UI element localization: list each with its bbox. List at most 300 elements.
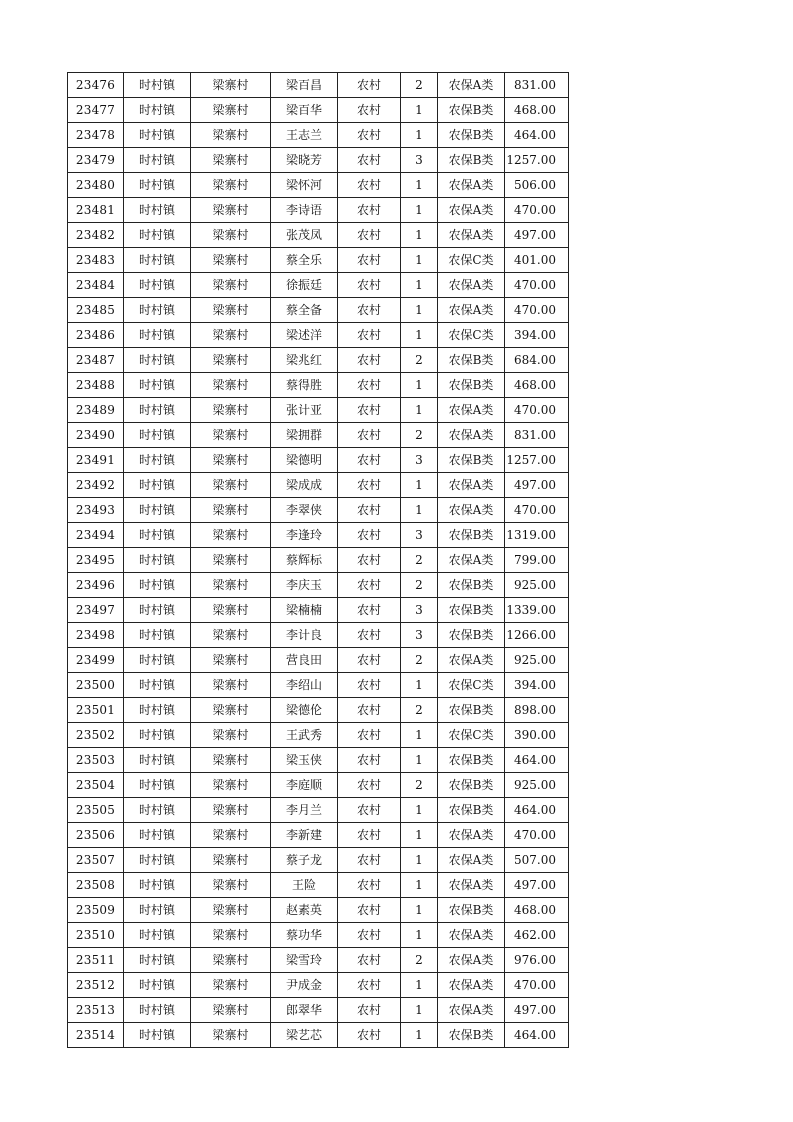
table-row <box>68 973 569 998</box>
member-count-cell: 1 <box>401 223 438 248</box>
person-name-cell: 梁百昌 <box>271 73 338 98</box>
town-cell: 时村镇 <box>124 948 191 973</box>
household-type-cell: 农村 <box>338 198 401 223</box>
member-count-cell: 2 <box>401 648 438 673</box>
record-id-cell: 23479 <box>68 148 124 173</box>
amount-cell: 684.00 <box>505 348 569 373</box>
insurance-class-cell: 农保C类 <box>438 248 505 273</box>
person-name-cell: 王武秀 <box>271 723 338 748</box>
amount-cell: 1257.00 <box>505 148 569 173</box>
record-id-cell: 23513 <box>68 998 124 1023</box>
town-cell: 时村镇 <box>124 898 191 923</box>
record-id-cell: 23492 <box>68 473 124 498</box>
town-cell: 时村镇 <box>124 848 191 873</box>
amount-cell: 497.00 <box>505 998 569 1023</box>
amount-cell: 394.00 <box>505 323 569 348</box>
member-count-cell: 2 <box>401 573 438 598</box>
insurance-class-cell: 农保A类 <box>438 273 505 298</box>
amount-cell: 401.00 <box>505 248 569 273</box>
household-type-cell: 农村 <box>338 223 401 248</box>
table-row <box>68 223 569 248</box>
record-id-cell: 23510 <box>68 923 124 948</box>
amount-cell: 925.00 <box>505 773 569 798</box>
insurance-class-cell: 农保B类 <box>438 148 505 173</box>
record-id-cell: 23493 <box>68 498 124 523</box>
member-count-cell: 1 <box>401 823 438 848</box>
table-row <box>68 298 569 323</box>
person-name-cell: 李庆玉 <box>271 573 338 598</box>
insurance-class-cell: 农保A类 <box>438 423 505 448</box>
household-type-cell: 农村 <box>338 423 401 448</box>
household-type-cell: 农村 <box>338 948 401 973</box>
town-cell: 时村镇 <box>124 498 191 523</box>
village-cell: 梁寨村 <box>191 248 271 273</box>
village-cell: 梁寨村 <box>191 198 271 223</box>
town-cell: 时村镇 <box>124 348 191 373</box>
amount-cell: 497.00 <box>505 873 569 898</box>
insurance-class-cell: 农保B类 <box>438 598 505 623</box>
person-name-cell: 李月兰 <box>271 798 338 823</box>
person-name-cell: 王险 <box>271 873 338 898</box>
insurance-class-cell: 农保A类 <box>438 73 505 98</box>
insurance-class-cell: 农保C类 <box>438 723 505 748</box>
village-cell: 梁寨村 <box>191 773 271 798</box>
record-id-cell: 23484 <box>68 273 124 298</box>
household-type-cell: 农村 <box>338 698 401 723</box>
member-count-cell: 1 <box>401 298 438 323</box>
member-count-cell: 1 <box>401 973 438 998</box>
member-count-cell: 1 <box>401 398 438 423</box>
person-name-cell: 尹成金 <box>271 973 338 998</box>
member-count-cell: 1 <box>401 498 438 523</box>
village-cell: 梁寨村 <box>191 573 271 598</box>
subsidy-table <box>67 72 569 1048</box>
insurance-class-cell: 农保A类 <box>438 648 505 673</box>
village-cell: 梁寨村 <box>191 348 271 373</box>
town-cell: 时村镇 <box>124 998 191 1023</box>
household-type-cell: 农村 <box>338 348 401 373</box>
member-count-cell: 1 <box>401 1023 438 1048</box>
village-cell: 梁寨村 <box>191 498 271 523</box>
insurance-class-cell: 农保A类 <box>438 223 505 248</box>
amount-cell: 799.00 <box>505 548 569 573</box>
table-row <box>68 473 569 498</box>
village-cell: 梁寨村 <box>191 73 271 98</box>
town-cell: 时村镇 <box>124 198 191 223</box>
village-cell: 梁寨村 <box>191 473 271 498</box>
town-cell: 时村镇 <box>124 448 191 473</box>
town-cell: 时村镇 <box>124 98 191 123</box>
town-cell: 时村镇 <box>124 398 191 423</box>
village-cell: 梁寨村 <box>191 948 271 973</box>
table-row <box>68 73 569 98</box>
household-type-cell: 农村 <box>338 723 401 748</box>
household-type-cell: 农村 <box>338 748 401 773</box>
insurance-class-cell: 农保A类 <box>438 848 505 873</box>
household-type-cell: 农村 <box>338 598 401 623</box>
amount-cell: 470.00 <box>505 973 569 998</box>
town-cell: 时村镇 <box>124 573 191 598</box>
member-count-cell: 1 <box>401 898 438 923</box>
record-id-cell: 23501 <box>68 698 124 723</box>
insurance-class-cell: 农保A类 <box>438 398 505 423</box>
town-cell: 时村镇 <box>124 523 191 548</box>
table-row <box>68 648 569 673</box>
person-name-cell: 梁德明 <box>271 448 338 473</box>
village-cell: 梁寨村 <box>191 923 271 948</box>
table-row <box>68 873 569 898</box>
village-cell: 梁寨村 <box>191 548 271 573</box>
person-name-cell: 张计亚 <box>271 398 338 423</box>
person-name-cell: 李绍山 <box>271 673 338 698</box>
amount-cell: 470.00 <box>505 498 569 523</box>
amount-cell: 470.00 <box>505 198 569 223</box>
village-cell: 梁寨村 <box>191 623 271 648</box>
village-cell: 梁寨村 <box>191 523 271 548</box>
insurance-class-cell: 农保A类 <box>438 973 505 998</box>
record-id-cell: 23498 <box>68 623 124 648</box>
record-id-cell: 23502 <box>68 723 124 748</box>
household-type-cell: 农村 <box>338 373 401 398</box>
table-row <box>68 748 569 773</box>
member-count-cell: 1 <box>401 848 438 873</box>
member-count-cell: 3 <box>401 623 438 648</box>
record-id-cell: 23491 <box>68 448 124 473</box>
table-row <box>68 173 569 198</box>
village-cell: 梁寨村 <box>191 673 271 698</box>
table-row <box>68 923 569 948</box>
record-id-cell: 23504 <box>68 773 124 798</box>
table-row <box>68 498 569 523</box>
record-id-cell: 23514 <box>68 1023 124 1048</box>
member-count-cell: 1 <box>401 798 438 823</box>
member-count-cell: 3 <box>401 148 438 173</box>
town-cell: 时村镇 <box>124 1023 191 1048</box>
insurance-class-cell: 农保A类 <box>438 823 505 848</box>
table-row <box>68 948 569 973</box>
amount-cell: 468.00 <box>505 98 569 123</box>
table-row <box>68 123 569 148</box>
record-id-cell: 23511 <box>68 948 124 973</box>
record-id-cell: 23497 <box>68 598 124 623</box>
household-type-cell: 农村 <box>338 773 401 798</box>
record-id-cell: 23482 <box>68 223 124 248</box>
person-name-cell: 蔡全备 <box>271 298 338 323</box>
person-name-cell: 梁拥群 <box>271 423 338 448</box>
amount-cell: 506.00 <box>505 173 569 198</box>
village-cell: 梁寨村 <box>191 848 271 873</box>
village-cell: 梁寨村 <box>191 448 271 473</box>
amount-cell: 470.00 <box>505 398 569 423</box>
record-id-cell: 23508 <box>68 873 124 898</box>
insurance-class-cell: 农保B类 <box>438 623 505 648</box>
table-row <box>68 773 569 798</box>
table-row <box>68 823 569 848</box>
record-id-cell: 23477 <box>68 98 124 123</box>
town-cell: 时村镇 <box>124 673 191 698</box>
town-cell: 时村镇 <box>124 923 191 948</box>
insurance-class-cell: 农保B类 <box>438 523 505 548</box>
amount-cell: 462.00 <box>505 923 569 948</box>
amount-cell: 470.00 <box>505 298 569 323</box>
amount-cell: 1257.00 <box>505 448 569 473</box>
person-name-cell: 梁玉侠 <box>271 748 338 773</box>
insurance-class-cell: 农保B类 <box>438 1023 505 1048</box>
amount-cell: 507.00 <box>505 848 569 873</box>
village-cell: 梁寨村 <box>191 98 271 123</box>
person-name-cell: 郎翠华 <box>271 998 338 1023</box>
table-row <box>68 673 569 698</box>
village-cell: 梁寨村 <box>191 323 271 348</box>
village-cell: 梁寨村 <box>191 373 271 398</box>
town-cell: 时村镇 <box>124 423 191 448</box>
town-cell: 时村镇 <box>124 598 191 623</box>
household-type-cell: 农村 <box>338 573 401 598</box>
table-row <box>68 248 569 273</box>
person-name-cell: 蔡全乐 <box>271 248 338 273</box>
amount-cell: 831.00 <box>505 73 569 98</box>
record-id-cell: 23509 <box>68 898 124 923</box>
record-id-cell: 23496 <box>68 573 124 598</box>
household-type-cell: 农村 <box>338 298 401 323</box>
person-name-cell: 梁雪玲 <box>271 948 338 973</box>
insurance-class-cell: 农保C类 <box>438 323 505 348</box>
village-cell: 梁寨村 <box>191 298 271 323</box>
village-cell: 梁寨村 <box>191 698 271 723</box>
amount-cell: 831.00 <box>505 423 569 448</box>
person-name-cell: 梁成成 <box>271 473 338 498</box>
household-type-cell: 农村 <box>338 123 401 148</box>
insurance-class-cell: 农保A类 <box>438 173 505 198</box>
household-type-cell: 农村 <box>338 998 401 1023</box>
amount-cell: 390.00 <box>505 723 569 748</box>
table-row <box>68 1023 569 1048</box>
household-type-cell: 农村 <box>338 673 401 698</box>
town-cell: 时村镇 <box>124 223 191 248</box>
member-count-cell: 1 <box>401 323 438 348</box>
record-id-cell: 23476 <box>68 73 124 98</box>
person-name-cell: 蔡辉标 <box>271 548 338 573</box>
member-count-cell: 1 <box>401 123 438 148</box>
insurance-class-cell: 农保B类 <box>438 698 505 723</box>
village-cell: 梁寨村 <box>191 148 271 173</box>
household-type-cell: 农村 <box>338 823 401 848</box>
record-id-cell: 23486 <box>68 323 124 348</box>
person-name-cell: 李诗语 <box>271 198 338 223</box>
amount-cell: 464.00 <box>505 1023 569 1048</box>
town-cell: 时村镇 <box>124 273 191 298</box>
town-cell: 时村镇 <box>124 173 191 198</box>
town-cell: 时村镇 <box>124 73 191 98</box>
record-id-cell: 23495 <box>68 548 124 573</box>
village-cell: 梁寨村 <box>191 273 271 298</box>
amount-cell: 468.00 <box>505 898 569 923</box>
member-count-cell: 1 <box>401 473 438 498</box>
table-row <box>68 848 569 873</box>
insurance-class-cell: 农保B类 <box>438 98 505 123</box>
insurance-class-cell: 农保B类 <box>438 748 505 773</box>
village-cell: 梁寨村 <box>191 873 271 898</box>
person-name-cell: 梁兆红 <box>271 348 338 373</box>
town-cell: 时村镇 <box>124 723 191 748</box>
person-name-cell: 李逢玲 <box>271 523 338 548</box>
table-row <box>68 998 569 1023</box>
person-name-cell: 梁德伦 <box>271 698 338 723</box>
record-id-cell: 23490 <box>68 423 124 448</box>
amount-cell: 464.00 <box>505 123 569 148</box>
record-id-cell: 23489 <box>68 398 124 423</box>
village-cell: 梁寨村 <box>191 598 271 623</box>
person-name-cell: 李翠侠 <box>271 498 338 523</box>
table-row <box>68 798 569 823</box>
person-name-cell: 李计良 <box>271 623 338 648</box>
member-count-cell: 3 <box>401 523 438 548</box>
town-cell: 时村镇 <box>124 373 191 398</box>
table-row <box>68 348 569 373</box>
insurance-class-cell: 农保A类 <box>438 298 505 323</box>
household-type-cell: 农村 <box>338 323 401 348</box>
record-id-cell: 23485 <box>68 298 124 323</box>
village-cell: 梁寨村 <box>191 998 271 1023</box>
town-cell: 时村镇 <box>124 773 191 798</box>
household-type-cell: 农村 <box>338 848 401 873</box>
table-row <box>68 548 569 573</box>
household-type-cell: 农村 <box>338 398 401 423</box>
village-cell: 梁寨村 <box>191 423 271 448</box>
household-type-cell: 农村 <box>338 73 401 98</box>
insurance-class-cell: 农保A类 <box>438 923 505 948</box>
insurance-class-cell: 农保B类 <box>438 123 505 148</box>
member-count-cell: 2 <box>401 73 438 98</box>
town-cell: 时村镇 <box>124 698 191 723</box>
member-count-cell: 1 <box>401 98 438 123</box>
household-type-cell: 农村 <box>338 248 401 273</box>
table-row <box>68 148 569 173</box>
insurance-class-cell: 农保A类 <box>438 548 505 573</box>
person-name-cell: 营良田 <box>271 648 338 673</box>
village-cell: 梁寨村 <box>191 798 271 823</box>
record-id-cell: 23507 <box>68 848 124 873</box>
insurance-class-cell: 农保A类 <box>438 473 505 498</box>
insurance-class-cell: 农保B类 <box>438 373 505 398</box>
person-name-cell: 徐振廷 <box>271 273 338 298</box>
member-count-cell: 1 <box>401 198 438 223</box>
amount-cell: 976.00 <box>505 948 569 973</box>
insurance-class-cell: 农保A类 <box>438 998 505 1023</box>
record-id-cell: 23483 <box>68 248 124 273</box>
person-name-cell: 梁晓芳 <box>271 148 338 173</box>
insurance-class-cell: 农保A类 <box>438 498 505 523</box>
member-count-cell: 1 <box>401 923 438 948</box>
member-count-cell: 1 <box>401 273 438 298</box>
member-count-cell: 2 <box>401 948 438 973</box>
amount-cell: 394.00 <box>505 673 569 698</box>
household-type-cell: 农村 <box>338 898 401 923</box>
household-type-cell: 农村 <box>338 1023 401 1048</box>
table-row <box>68 198 569 223</box>
table-row <box>68 373 569 398</box>
record-id-cell: 23503 <box>68 748 124 773</box>
member-count-cell: 1 <box>401 373 438 398</box>
amount-cell: 925.00 <box>505 573 569 598</box>
town-cell: 时村镇 <box>124 323 191 348</box>
household-type-cell: 农村 <box>338 173 401 198</box>
household-type-cell: 农村 <box>338 448 401 473</box>
household-type-cell: 农村 <box>338 498 401 523</box>
amount-cell: 497.00 <box>505 473 569 498</box>
table-body <box>68 73 569 1048</box>
table-row <box>68 398 569 423</box>
person-name-cell: 梁述洋 <box>271 323 338 348</box>
amount-cell: 925.00 <box>505 648 569 673</box>
person-name-cell: 王志兰 <box>271 123 338 148</box>
town-cell: 时村镇 <box>124 248 191 273</box>
record-id-cell: 23481 <box>68 198 124 223</box>
amount-cell: 497.00 <box>505 223 569 248</box>
amount-cell: 470.00 <box>505 823 569 848</box>
household-type-cell: 农村 <box>338 648 401 673</box>
table-row <box>68 698 569 723</box>
person-name-cell: 梁艺芯 <box>271 1023 338 1048</box>
town-cell: 时村镇 <box>124 648 191 673</box>
town-cell: 时村镇 <box>124 748 191 773</box>
member-count-cell: 1 <box>401 998 438 1023</box>
person-name-cell: 蔡功华 <box>271 923 338 948</box>
town-cell: 时村镇 <box>124 798 191 823</box>
town-cell: 时村镇 <box>124 548 191 573</box>
town-cell: 时村镇 <box>124 473 191 498</box>
table-row <box>68 323 569 348</box>
person-name-cell: 李新建 <box>271 823 338 848</box>
person-name-cell: 梁怀河 <box>271 173 338 198</box>
insurance-class-cell: 农保A类 <box>438 948 505 973</box>
insurance-class-cell: 农保B类 <box>438 898 505 923</box>
table-row <box>68 423 569 448</box>
person-name-cell: 梁楠楠 <box>271 598 338 623</box>
member-count-cell: 1 <box>401 173 438 198</box>
member-count-cell: 2 <box>401 348 438 373</box>
person-name-cell: 梁百华 <box>271 98 338 123</box>
household-type-cell: 农村 <box>338 798 401 823</box>
village-cell: 梁寨村 <box>191 823 271 848</box>
household-type-cell: 农村 <box>338 873 401 898</box>
record-id-cell: 23506 <box>68 823 124 848</box>
amount-cell: 1339.00 <box>505 598 569 623</box>
town-cell: 时村镇 <box>124 148 191 173</box>
record-id-cell: 23512 <box>68 973 124 998</box>
person-name-cell: 李庭顺 <box>271 773 338 798</box>
member-count-cell: 3 <box>401 598 438 623</box>
insurance-class-cell: 农保B类 <box>438 773 505 798</box>
person-name-cell: 蔡子龙 <box>271 848 338 873</box>
record-id-cell: 23505 <box>68 798 124 823</box>
table-row <box>68 273 569 298</box>
amount-cell: 470.00 <box>505 273 569 298</box>
household-type-cell: 农村 <box>338 523 401 548</box>
member-count-cell: 2 <box>401 548 438 573</box>
village-cell: 梁寨村 <box>191 723 271 748</box>
insurance-class-cell: 农保A类 <box>438 873 505 898</box>
person-name-cell: 赵素英 <box>271 898 338 923</box>
insurance-class-cell: 农保B类 <box>438 798 505 823</box>
member-count-cell: 1 <box>401 873 438 898</box>
amount-cell: 468.00 <box>505 373 569 398</box>
household-type-cell: 农村 <box>338 548 401 573</box>
insurance-class-cell: 农保B类 <box>438 573 505 598</box>
town-cell: 时村镇 <box>124 973 191 998</box>
table-row <box>68 898 569 923</box>
member-count-cell: 1 <box>401 673 438 698</box>
